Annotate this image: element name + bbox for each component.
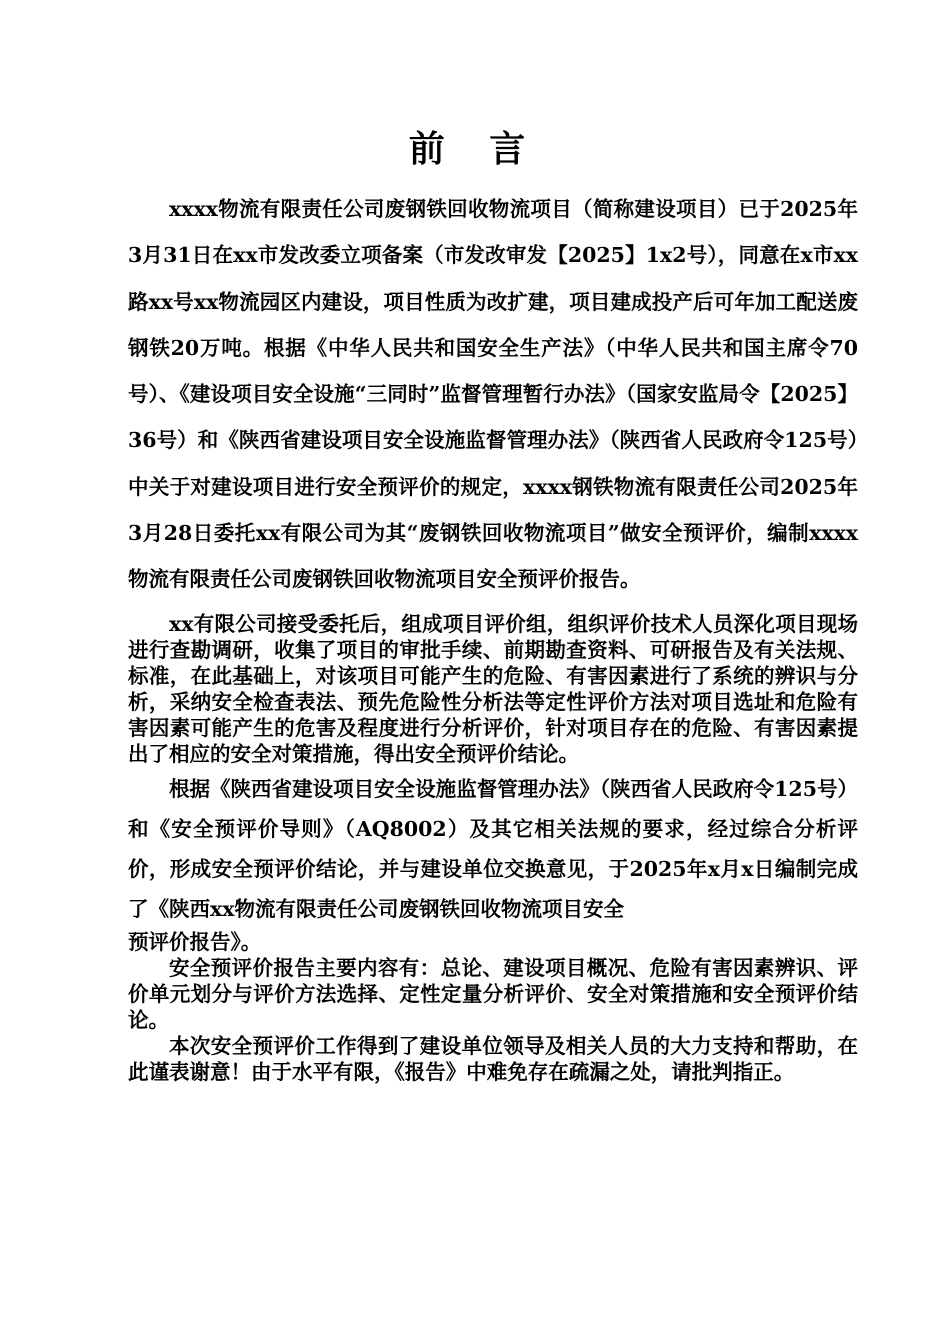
paragraph-acknowledgement: 本次安全预评价工作得到了建设单位领导及相关人员的大力支持和帮助，在此谨表谢意！由于水平有限，《报告》中难免存在疏漏之处，请批判指正。 [128,1033,858,1084]
paragraph-evaluation-process: xx有限公司接受委托后，组成项目评价组，组织评价技术人员深化项目现场进行查勘调研，收集了项目的审批手续、前期勘查资料、可研报告及有关法规、标准，在此基础上，对该项目可能产生的危险、有害因素进行了系统的辨识与分析，采纳安全检查表法、预先危险性分析法等定性评价方法对项目选址和危险有害因素可能产生的危害及程度进行分析评价，针对项目存在的危险、有害因素提出了相应的安全对策措施，得出安全预评价结论。 [128,611,858,766]
paragraph-evaluation-conclusion-end: 预评价报告》。 [128,929,262,954]
document-body [128,186,858,1085]
page-title: 前 言 [408,128,542,170]
paragraph-report-contents: 安全预评价报告主要内容有：总论、建设项目概况、危险有害因素辨识、评价单元划分与评价方法选择、定性定量分析评价、安全对策措施和安全预评价结论。 [128,955,858,1032]
paragraph-evaluation-conclusion: 根据《陕西省建设项目安全设施监督管理办法》（陕西省人民政府令125号）和《安全预评价导则》（AQ8002）及其它相关法规的要求，经过综合分析评价，形成安全预评价结论，并与建设单位交换意见，于2025年x月x日编制完成了《陕西xx物流有限责任公司废钢铁回收物流项目安全 [128,776,858,921]
paragraph-project-background: xxxx物流有限责任公司废钢铁回收物流项目（简称建设项目）已于2025年3月31日在xx市发改委立项备案（市发改审发【2025】1x2号），同意在x市xx路xx号xx物流园区内建设，项目性质为改扩建，项目建成投产后可年加工配送废钢铁20万吨。根据《中华人民共和国安全生产法》（中华人民共和国主席令70号）、《建设项目安全设施“三同时”监督管理暂行办法》（国家安监局令【2025】36号）和《陕西省建设项目安全设施监督管理办法》（陕西省人民政府令125号）中关于对建设项目进行安全预评价的规定，xxxx钢铁物流有限责任公司2025年3月28日委托xx有限公司为其“废钢铁回收物流项目”做安全预评价，编制xxxx物流有限责任公司废钢铁回收物流项目安全预评价报告。 [128,197,858,592]
